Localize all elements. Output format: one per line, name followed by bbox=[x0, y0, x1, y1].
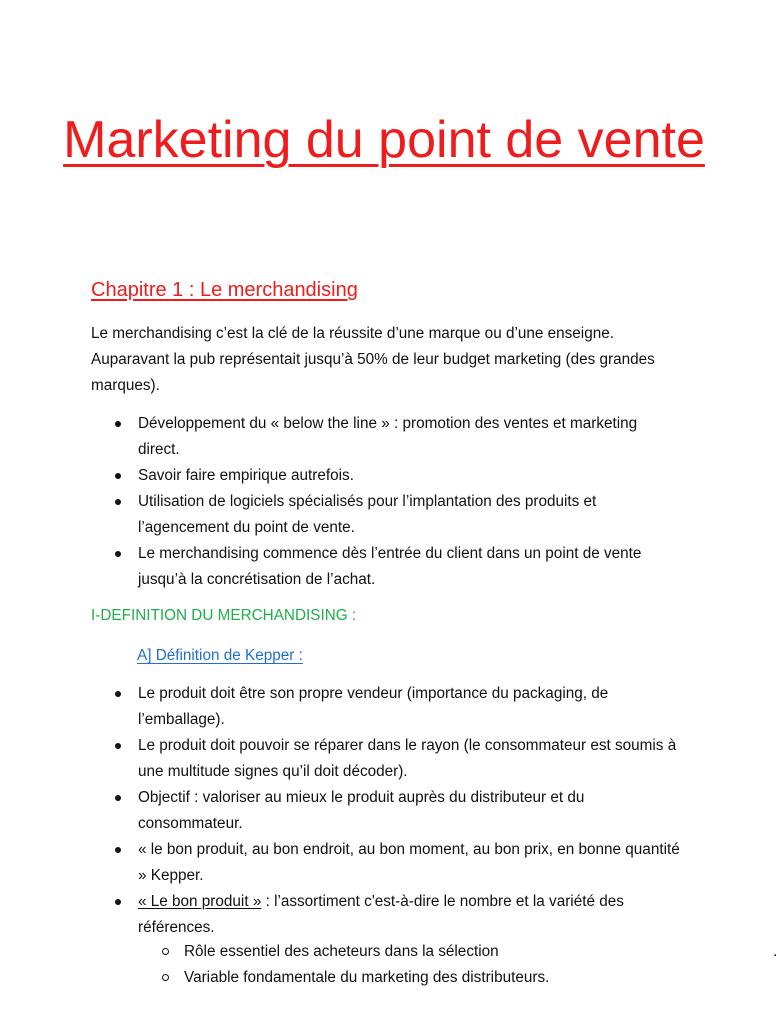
intro-paragraph: Le merchandising c’est la clé de la réussite d’une marque ou d’une enseigne. Auparavant la pub représentait jusqu’à 50% de leur budget marketing (des grandes marques). bbox=[91, 325, 655, 394]
list-item: Objectif : valoriser au mieux le produit auprès du distributeur et du consommateur. bbox=[91, 785, 683, 837]
bullet-dot-icon bbox=[115, 421, 121, 427]
bullet-dot-icon bbox=[115, 847, 121, 853]
list-item: Savoir faire empirique autrefois. bbox=[91, 463, 683, 489]
list-item: Développement du « below the line » : promotion des ventes et marketing direct. bbox=[91, 411, 683, 463]
trailing-period: . bbox=[773, 943, 777, 960]
circle-bullet-icon bbox=[162, 948, 169, 955]
intro-bullet-list bbox=[91, 411, 683, 593]
sub-list-item: Rôle essentiel des acheteurs dans la sélection . bbox=[138, 939, 684, 965]
sub-bullet-list bbox=[138, 939, 777, 991]
chapter-heading: Chapitre 1 : Le merchandising bbox=[91, 279, 358, 301]
bullet-dot-icon bbox=[115, 499, 121, 505]
bon-produit-definition: : l’assortiment c'est-à-dire le nombre et la variété des références. bbox=[138, 893, 624, 936]
sub-list-item: Variable fondamentale du marketing des distributeurs. bbox=[138, 965, 684, 991]
bullet-dot-icon bbox=[115, 899, 121, 905]
bullet-dot-icon bbox=[115, 551, 121, 557]
list-item: Le produit doit être son propre vendeur (importance du packaging, de l’emballage). bbox=[91, 681, 683, 733]
bullet-dot-icon bbox=[115, 795, 121, 801]
list-item: Le merchandising commence dès l’entrée du client dans un point de vente jusqu’à la concrétisation de l’achat. bbox=[91, 541, 683, 593]
list-item: « le bon produit, au bon endroit, au bon moment, au bon prix, en bonne quantité » Kepper. bbox=[91, 837, 683, 889]
bullet-dot-icon bbox=[115, 473, 121, 479]
bullet-dot-icon bbox=[115, 743, 121, 749]
subsection-heading: A] Définition de Kepper : bbox=[137, 647, 303, 664]
circle-bullet-icon bbox=[162, 974, 169, 981]
list-item: Le produit doit pouvoir se réparer dans le rayon (le consommateur est soumis à une multitude signes qu’il doit décoder). bbox=[91, 733, 683, 785]
section-heading: I-DEFINITION DU MERCHANDISING : bbox=[91, 607, 357, 624]
list-item bbox=[91, 889, 683, 941]
bullet-dot-icon bbox=[115, 691, 121, 697]
page-title: Marketing du point de vente bbox=[63, 111, 705, 169]
bon-produit-term: « Le bon produit » bbox=[138, 893, 262, 910]
list-item: Utilisation de logiciels spécialisés pour l’implantation des produits et l’agencement du point de vente. bbox=[91, 489, 683, 541]
kepper-bullet-list bbox=[91, 681, 683, 941]
